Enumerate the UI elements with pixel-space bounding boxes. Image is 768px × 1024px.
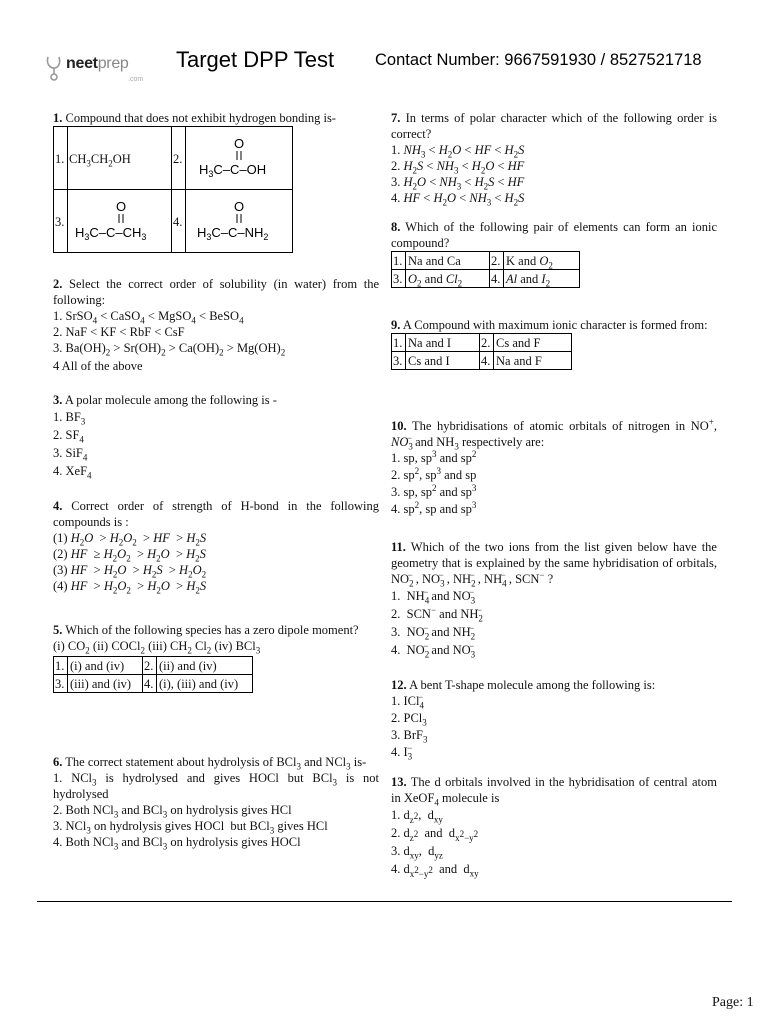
question-3: 3. A polar molecule among the following is - 1. $BF_3$ 2. $SF_4$ 3. SiF$_4$ 4. XeF$_4$ (53, 392, 379, 480)
neetprep-logo (44, 54, 144, 82)
question-9: 9. A Compound with maximum ionic character is formed from: 1. Na and I 2. Cs and F 3. Cs and I 4. Na and F (391, 317, 717, 370)
logo-wordmark: neetprep (66, 55, 129, 72)
option-4: Na and F (494, 352, 572, 370)
logo-subtext: .com (128, 76, 144, 83)
svg-text:O: O (233, 199, 245, 214)
option-1: 1. $NH_3 < H_2O$ < HF < $H_2S$ (391, 143, 525, 160)
option-1: 1. $d_{z^2}$, $d_{xy}$ (391, 808, 443, 825)
option-4: 4. HF < $H_2O < NH_3 < H_2S$ (391, 191, 525, 208)
option-1: 1. ICl$_4$− (391, 691, 424, 711)
svg-text:O: O (115, 199, 127, 214)
page-number: Page: 1 (712, 995, 754, 1010)
option-1: 1. sp, $sp^3$ and $sp^2$ (391, 448, 477, 465)
question-7: 7. In terms of polar character which of the following order is correct? 1. $NH_3 < H_2O$ < HF < $H_2S$ 2. $H_2S < NH_3 < H_2O$ < HF 3. $H_2O < NH_3 < H_2S$ < HF 4. HF < $H_2O < NH_3 < H_2S$ (391, 111, 717, 208)
page-header (0, 0, 768, 100)
option-4: Al and $I_2$ (504, 270, 580, 288)
option-4: (4) HF > $H_2O_2 > H_2O > H_2S$ (53, 579, 207, 596)
option-4: 4. XeF$_4$ (53, 464, 92, 481)
question-5-options-table: 1. (i) and (iv) 2. (ii) and (iv) 3. (iii) and (iv) 4. (i), (iii) and (iv) (53, 656, 253, 693)
acetone-structure (69, 192, 170, 250)
option-4: 4. $I_3^-$ (391, 742, 413, 762)
question-8-options-table: 1. Na and Ca 2. K and $O_2$ 3. $O_2$ and $Cl_2$ 4. Al and $I_2$ (391, 251, 580, 288)
question-6: 6. The correct statement about hydrolysis of BCl$_3$ and NCl$_3$ is- 1. NCl$_3$ is hydrolysed and gives HOCl but BCl$_3$ is not hydrolysed 2. Both NCl$_3$ and BCl$_3$ on hydrolysis gives HCl 3. NCl$_3$ on hydrolysis gives HOCl but BCl$_3$ gives HCl 4. Both NCl$_3$ and BCl$_3$ on hydrolysis gives HOCl (53, 755, 379, 852)
option-3: 3. NCl$_3$ on hydrolysis gives HOCl but BCl$_3$ gives HCl (53, 819, 328, 836)
option-3: Cs and I (406, 352, 480, 370)
option-3: 3. $H_2O < NH_3 < H_2S$ < HF (391, 175, 525, 192)
option-2 (186, 127, 293, 190)
option-2: 2. SCN− and $NH_2^-$ (391, 604, 483, 624)
option-1: (i) and (iv) (68, 657, 143, 675)
option-3: (3) HF > $H_2O > H_2S > H_2O_2$ (53, 563, 207, 580)
logo-stethoscope-icon (44, 54, 66, 82)
option-3: $O_2$ and $Cl_2$ (406, 270, 490, 288)
option-1: Na and Ca (406, 252, 490, 270)
option-4 (186, 190, 293, 253)
option-1: 1. NCl$_3$ is hydrolysed and gives HOCl but BCl$_3$ is not hydrolysed (53, 771, 379, 801)
option-1: (1) $H_2O > H_2O_2$ > HF > $H_2S$ (53, 531, 207, 548)
question-5: 5. Which of the following species has a zero dipole moment? (i) $CO_2$ (ii) COCl$_2$ (iii) $CH_2$ $Cl_2$ (iv) BCl$_3$ 1. (i) and (iv) 2. (ii) and (iv) 3. (iii) and (iv) 4. (i), (iii) and (iv) (53, 622, 379, 693)
question-10: 10. The hybridisations of atomic orbitals of nitrogen in NO+, $NO_3^-$ and $NH_3$ respectively are: 1. sp, $sp^3$ and $sp^2$ 2. $sp^2$, $sp^3$ and sp 3. sp, $sp^2$ and $sp^3$ 4. $sp^2$, sp and $sp^3$ (391, 416, 717, 516)
question-12: 12. A bent T-shape molecule among the following is: 1. ICl$_4$− 2. PCl$_3$ 3. BrF$_3$ 4. $I_3^-$ (391, 677, 717, 761)
option-3: 3. sp, $sp^2$ and $sp^3$ (391, 482, 477, 499)
option-2: K and $O_2$ (504, 252, 580, 270)
page-title: Target DPP Test (176, 47, 335, 72)
svg-text:H3C–C–OH: $H_3C-C-OH$ (199, 162, 267, 179)
svg-text:O: O (233, 136, 245, 151)
question-1: 1. Compound that does not exhibit hydrogen bonding is- 1. $CH_3CH_2OH$ 2. O $H_3C-C-OH$ 3. O $H_3C-C-CH_3$ 4. O $H_3C-C-NH_2$ (53, 110, 379, 253)
option-1: 1. $NH_4^-$ and $NO_3^-$ (391, 586, 476, 606)
acetic-acid-structure (187, 129, 291, 187)
option-2: (ii) and (iv) (157, 657, 253, 675)
option-1: 1. SrSO$_4$ < CaSO$_4$ < MgSO$_4$ < BeSO$_4$ (53, 309, 244, 326)
option-1: 1. $BF_3$ (53, 410, 86, 427)
option-3: (iii) and (iv) (68, 675, 143, 693)
question-2: 2. Select the correct order of solubility (in water) from the following: 1. SrSO$_4$ < CaSO$_4$ < MgSO$_4$ < BeSO$_4$ 2. NaF < KF < RbF < CsF 3. $Ba(OH)_2 > Sr(OH)_2 > Ca(OH)_2 > Mg(OH)_2$ 4 All of the above (53, 277, 379, 373)
option-2: 2. PCl$_3$ (391, 711, 427, 728)
question-8: 8. Which of the following pair of elements can form an ionic compound? 1. Na and Ca 2. K and $O_2$ 3. $O_2$ and $Cl_2$ 4. Al and $I_2$ (391, 220, 717, 288)
option-2: 2. NaF < KF < RbF < CsF (53, 325, 185, 339)
question-1-options-table: 1. $CH_3CH_2OH$ 2. O $H_3C-C-OH$ 3. O $H_3C-C-CH_3$ 4. O $H_3C-C-NH_2$ (53, 126, 293, 253)
option-3: 3. $NO_2^-$ and $NH_2^-$ (391, 622, 476, 642)
option-4: (i), (iii) and (iv) (157, 675, 253, 693)
acetamide-structure (187, 192, 291, 250)
svg-text:H3C–C–CH3: $H_3C-C-CH_3$ (75, 225, 147, 242)
option-3: 3. BrF$_3$ (391, 728, 428, 745)
option-1: $CH_3CH_2OH$ (68, 127, 172, 190)
question-4: 4. Correct order of strength of H-bond in the following compounds is : (1) $H_2O > H_2O_2$ > HF > $H_2S$ (2) HF ≥ $H_2O_2 > H_2O > H_2S$ (3) HF > $H_2O > H_2S > H_2O_2$ (4) HF > $H_2O_2 > H_2O > H_2S$ (53, 499, 379, 596)
question-11: 11. Which of the two ions from the list given below have the geometry that is explained by the same hybridisation of orbitals, $NO_2^-$ , $NO_3^-$ , $NH_2^-$ , $NH_4^-$ , SCN− ? 1. $NH_4^-$ and $NO_3^-$ 2. SCN− and $NH_2^-$ 3. $NO_2^-$ and $NH_2^-$ 4. $NO_2^-$ and $NO_3^-$ (391, 540, 717, 660)
footer-divider (37, 901, 732, 902)
option-3 (68, 190, 172, 253)
svg-text:H3C–C–NH2: $H_3C-C-NH_2$ (197, 225, 269, 242)
option-2: 2. $sp^2$, $sp^3$ and sp (391, 465, 477, 482)
option-2: Cs and F (494, 334, 572, 352)
question-13: 13. The d orbitals involved in the hybridisation of central atom in XeOF$_4$ molecule is 1. $d_{z^2}$, $d_{xy}$ 2. $d_{z^2}$ and $d_{x^2-y^2}$ 3. $d_{xy}$, $d_{yz}$ 4. $d_{x^2-y^2}$ and $d_{xy}$ (391, 775, 717, 879)
option-2: 2. $SF_4$ (53, 428, 84, 445)
option-1: Na and I (406, 334, 480, 352)
option-2: (2) HF ≥ $H_2O_2 > H_2O > H_2S$ (53, 547, 206, 564)
option-2: 2. $H_2S < NH_3 < H_2O$ < HF (391, 159, 525, 176)
question-9-options-table: 1. Na and I 2. Cs and F 3. Cs and I 4. Na and F (391, 333, 572, 370)
option-2: 2. Both NCl$_3$ and BCl$_3$ on hydrolysis gives HCl (53, 803, 292, 820)
option-4: 4. $NO_2^-$ and $NO_3^-$ (391, 640, 476, 660)
option-2: 2. $d_{z^2}$ and $d_{x^2-y^2}$ (391, 826, 479, 843)
option-4: 4. Both NCl$_3$ and BCl$_3$ on hydrolysis gives HOCl (53, 835, 301, 852)
contact-number: Contact Number: 9667591930 / 8527521718 (375, 51, 702, 69)
option-3: 3. $Ba(OH)_2 > Sr(OH)_2 > Ca(OH)_2 > Mg(OH)_2$ (53, 341, 286, 358)
option-3: 3. SiF$_4$ (53, 446, 88, 463)
option-4: 4 All of the above (53, 359, 143, 373)
option-4: 4. $d_{x^2-y^2}$ and $d_{xy}$ (391, 862, 479, 879)
question-5-species: (i) $CO_2$ (ii) COCl$_2$ (iii) $CH_2$ $Cl_2$ (iv) BCl$_3$ (53, 639, 261, 656)
option-3: 3. $d_{xy}$, $d_{yz}$ (391, 844, 443, 861)
option-4: 4. $sp^2$, sp and $sp^3$ (391, 499, 477, 516)
